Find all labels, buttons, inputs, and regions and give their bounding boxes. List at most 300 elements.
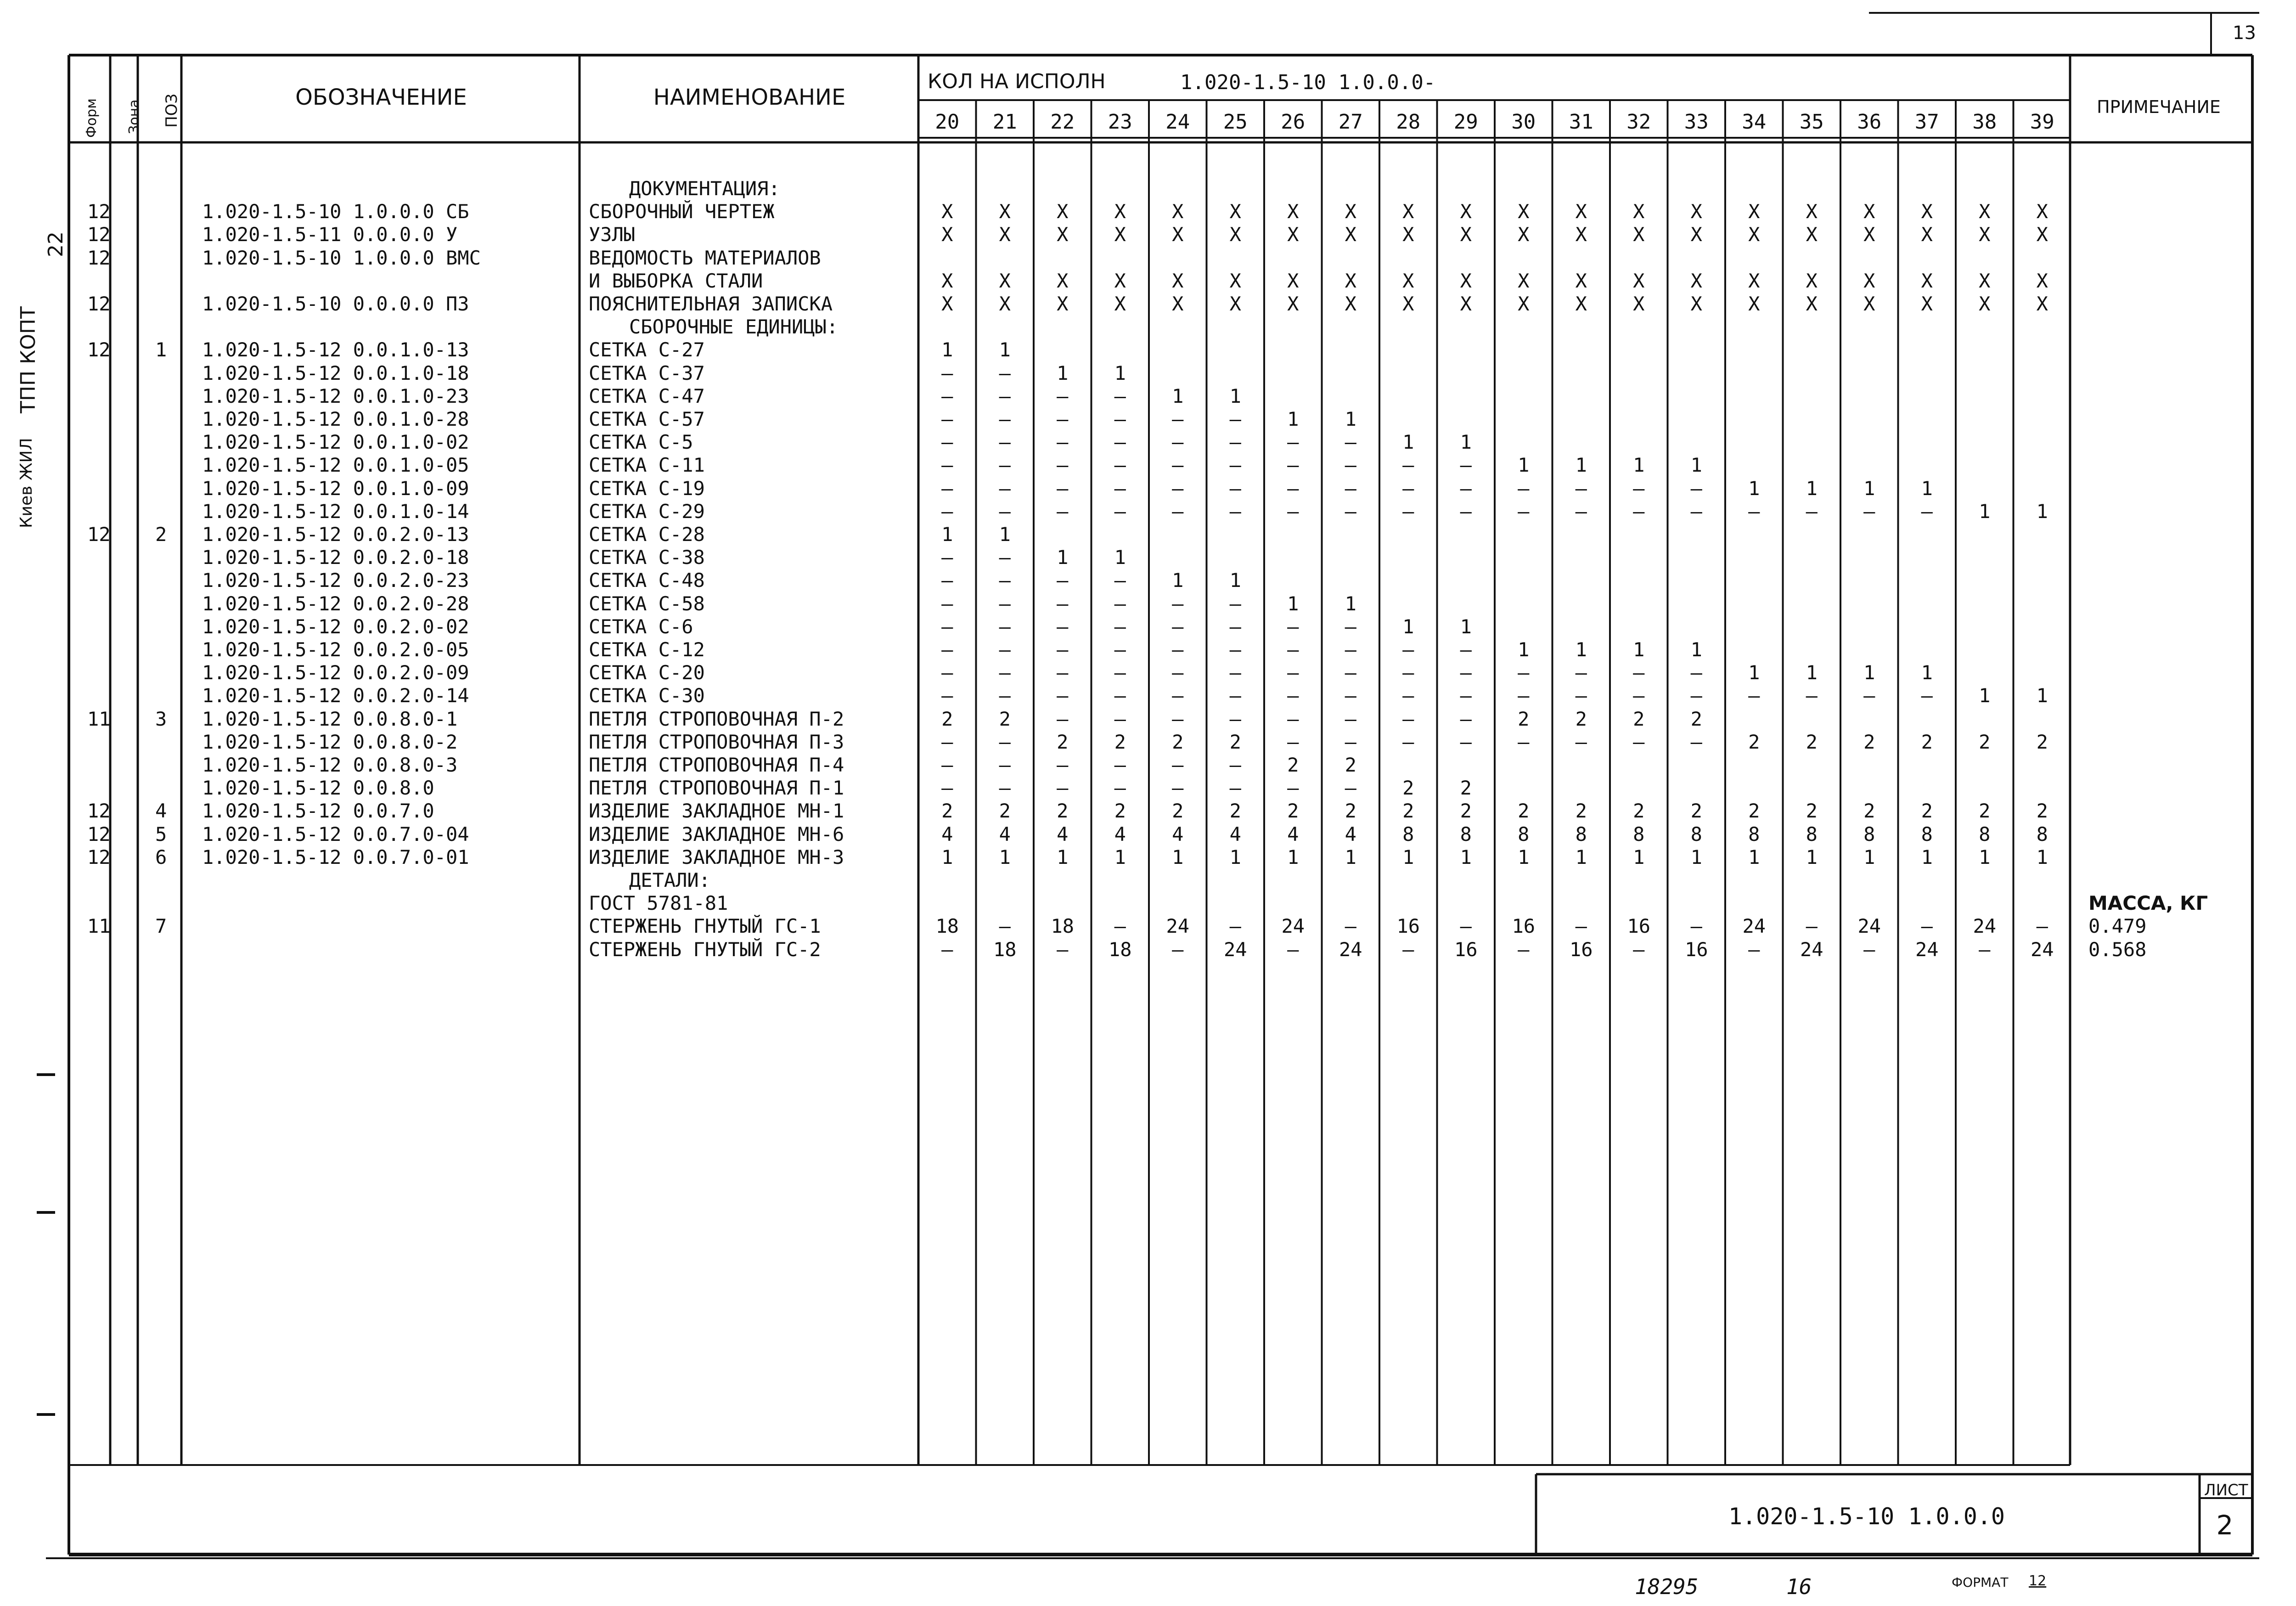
row-qty-cell: – bbox=[1229, 915, 1241, 938]
variant-number: 35 bbox=[1799, 110, 1824, 134]
row-qty-cell: – bbox=[1114, 661, 1126, 684]
row-qty-cell: – bbox=[1575, 477, 1587, 500]
row-qty-cell: X bbox=[941, 223, 953, 246]
footer-format-label: ФОРМАТ bbox=[1952, 1575, 2009, 1590]
row-name: ПЕТЛЯ СТРОПОВОЧНАЯ П-3 bbox=[589, 730, 844, 753]
row-qty-cell: X bbox=[1057, 200, 1069, 223]
row-qty-cell: – bbox=[1806, 684, 1818, 707]
row-name: ИЗДЕЛИЕ ЗАКЛАДНОЕ МН-3 bbox=[589, 845, 844, 868]
variant-number: 24 bbox=[1165, 110, 1190, 134]
row-qty-cell: – bbox=[1633, 477, 1645, 500]
row-qty-cell: – bbox=[1172, 638, 1184, 661]
row-qty-cell: 4 bbox=[1114, 823, 1126, 845]
row-qty-cell: 8 bbox=[1921, 823, 1933, 845]
row-qty-cell: 1 bbox=[1633, 845, 1645, 868]
row-qty-cell: 1 bbox=[1460, 845, 1472, 868]
row-designation: 1.020-1.5-12 0.0.2.0-18 bbox=[202, 546, 469, 569]
row-qty-cell: – bbox=[999, 569, 1011, 592]
row-qty-cell: – bbox=[999, 754, 1011, 776]
row-name: СЕТКА С-30 bbox=[589, 684, 705, 707]
row-qty-cell: 24 bbox=[1281, 915, 1305, 938]
row-designation: 1.020-1.5-12 0.0.1.0-28 bbox=[202, 408, 469, 430]
row-qty-cell: X bbox=[1979, 200, 1991, 223]
row-qty-cell: 24 bbox=[1742, 915, 1766, 938]
row-position: 7 bbox=[155, 915, 167, 938]
row-qty-cell: – bbox=[1057, 615, 1069, 638]
row-qty-cell: X bbox=[1229, 200, 1241, 223]
row-designation: 1.020-1.5-12 0.0.1.0-18 bbox=[202, 361, 469, 384]
row-designation: 1.020-1.5-12 0.0.1.0-23 bbox=[202, 384, 469, 407]
row-designation: 1.020-1.5-12 0.0.2.0-09 bbox=[202, 661, 469, 684]
row-qty-cell: – bbox=[941, 408, 953, 430]
row-qty-cell: – bbox=[1229, 500, 1241, 523]
row-qty-cell: 1 bbox=[1172, 569, 1184, 592]
row-name: СЕТКА С-48 bbox=[589, 569, 705, 592]
row-qty-cell: 2 bbox=[1921, 800, 1933, 823]
row-qty-cell: X bbox=[1345, 269, 1356, 292]
row-qty-cell: 1 bbox=[1114, 845, 1126, 868]
row-format: 12 bbox=[87, 338, 111, 361]
row-qty-cell: 1 bbox=[2036, 500, 2048, 523]
row-qty-cell: 2 bbox=[1806, 730, 1818, 753]
row-qty-cell: – bbox=[1172, 684, 1184, 707]
row-qty-cell: – bbox=[1921, 915, 1933, 938]
row-qty-cell: 1 bbox=[1575, 638, 1587, 661]
row-qty-cell: – bbox=[1345, 684, 1356, 707]
footer-copy-mark: 16 bbox=[1786, 1574, 1812, 1599]
row-name: ИЗДЕЛИЕ ЗАКЛАДНОЕ МН-6 bbox=[589, 823, 844, 845]
row-name: ПЕТЛЯ СТРОПОВОЧНАЯ П-4 bbox=[589, 754, 844, 776]
row-qty-cell: 1 bbox=[1863, 477, 1875, 500]
row-qty-cell: – bbox=[1114, 477, 1126, 500]
variant-number: 31 bbox=[1569, 110, 1593, 134]
row-qty-cell: – bbox=[1114, 638, 1126, 661]
title-sheet-label: ЛИСТ bbox=[2204, 1481, 2248, 1499]
row-qty-cell: 2 bbox=[1748, 800, 1760, 823]
row-qty-cell: – bbox=[941, 569, 953, 592]
row-qty-cell: – bbox=[1114, 592, 1126, 615]
row-qty-cell: – bbox=[941, 500, 953, 523]
row-qty-cell: 2 bbox=[1114, 800, 1126, 823]
row-designation: 1.020-1.5-12 0.0.8.0 bbox=[202, 777, 434, 800]
row-qty-cell: 24 bbox=[1223, 938, 1247, 961]
row-qty-cell: 2 bbox=[999, 800, 1011, 823]
row-qty-cell: 2 bbox=[1345, 800, 1356, 823]
row-qty-cell: 1 bbox=[1575, 454, 1587, 477]
row-qty-cell: – bbox=[1229, 431, 1241, 454]
row-qty-cell: X bbox=[1460, 223, 1472, 246]
row-qty-cell: X bbox=[1287, 293, 1299, 315]
row-qty-cell: – bbox=[1633, 500, 1645, 523]
row-qty-cell: – bbox=[999, 684, 1011, 707]
row-qty-cell: – bbox=[1172, 938, 1184, 961]
row-qty-cell: – bbox=[941, 477, 953, 500]
row-qty-cell: – bbox=[1172, 615, 1184, 638]
row-qty-cell: 1 bbox=[1921, 845, 1933, 868]
row-qty-cell: – bbox=[1402, 707, 1414, 730]
row-qty-cell: – bbox=[1345, 730, 1356, 753]
row-qty-cell: – bbox=[1690, 684, 1702, 707]
row-name: СЕТКА С-6 bbox=[589, 615, 693, 638]
row-qty-cell: – bbox=[1057, 408, 1069, 430]
row-qty-cell: – bbox=[1287, 730, 1299, 753]
row-name: СЕТКА С-28 bbox=[589, 523, 705, 546]
row-qty-cell: X bbox=[2036, 223, 2048, 246]
row-qty-cell: – bbox=[999, 477, 1011, 500]
row-qty-cell: 24 bbox=[1166, 915, 1190, 938]
row-qty-cell: – bbox=[1518, 938, 1530, 961]
row-qty-cell: – bbox=[999, 454, 1011, 477]
row-qty-cell: – bbox=[941, 546, 953, 569]
row-designation: 1.020-1.5-11 0.0.0.0 У bbox=[202, 223, 458, 246]
row-qty-cell: – bbox=[1345, 615, 1356, 638]
row-qty-cell: – bbox=[1057, 500, 1069, 523]
row-qty-cell: – bbox=[1748, 500, 1760, 523]
row-qty-cell: X bbox=[1172, 269, 1184, 292]
row-qty-cell: – bbox=[1690, 661, 1702, 684]
row-qty-cell: – bbox=[1690, 500, 1702, 523]
row-qty-cell: 24 bbox=[1973, 915, 1997, 938]
row-qty-cell: – bbox=[999, 638, 1011, 661]
side-stamp-city: Киев ЖИЛ bbox=[17, 438, 36, 528]
row-qty-cell: – bbox=[1057, 754, 1069, 776]
row-qty-cell: – bbox=[1633, 684, 1645, 707]
row-qty-cell: 24 bbox=[1800, 938, 1823, 961]
row-qty-cell: 18 bbox=[1108, 938, 1132, 961]
row-qty-cell: – bbox=[941, 938, 953, 961]
row-section-title: ДЕТАЛИ: bbox=[629, 869, 711, 891]
row-name: УЗЛЫ bbox=[589, 223, 636, 246]
row-qty-cell: – bbox=[941, 754, 953, 776]
row-qty-cell: – bbox=[1575, 684, 1587, 707]
row-designation: 1.020-1.5-12 0.0.2.0-13 bbox=[202, 523, 469, 546]
row-qty-cell: – bbox=[1402, 477, 1414, 500]
row-qty-cell: 1 bbox=[1575, 845, 1587, 868]
row-qty-cell: – bbox=[999, 661, 1011, 684]
row-qty-cell: 2 bbox=[1057, 730, 1069, 753]
row-qty-cell: – bbox=[1057, 661, 1069, 684]
row-format: 11 bbox=[87, 915, 111, 938]
row-qty-cell: X bbox=[1057, 223, 1069, 246]
row-qty-cell: – bbox=[1518, 730, 1530, 753]
row-qty-cell: – bbox=[1057, 938, 1069, 961]
row-qty-cell: 1 bbox=[941, 523, 953, 546]
row-qty-cell: 4 bbox=[1287, 823, 1299, 845]
row-qty-cell: X bbox=[1345, 293, 1356, 315]
row-qty-cell: 2 bbox=[1229, 730, 1241, 753]
row-qty-cell: X bbox=[1114, 269, 1126, 292]
row-qty-cell: 2 bbox=[941, 800, 953, 823]
row-qty-cell: – bbox=[1229, 638, 1241, 661]
row-qty-cell: – bbox=[999, 730, 1011, 753]
row-qty-cell: – bbox=[1287, 707, 1299, 730]
row-qty-cell: X bbox=[1460, 200, 1472, 223]
row-qty-cell: 2 bbox=[1921, 730, 1933, 753]
row-qty-cell: – bbox=[1345, 661, 1356, 684]
row-qty-cell: 1 bbox=[2036, 845, 2048, 868]
row-qty-cell: – bbox=[1057, 384, 1069, 407]
row-qty-cell: – bbox=[1633, 938, 1645, 961]
row-qty-cell: 1 bbox=[1633, 638, 1645, 661]
row-qty-cell: 8 bbox=[2036, 823, 2048, 845]
row-qty-cell: X bbox=[1575, 269, 1587, 292]
row-note: 0.568 bbox=[2088, 938, 2147, 961]
row-qty-cell: X bbox=[1229, 293, 1241, 315]
row-qty-cell: 1 bbox=[1690, 845, 1702, 868]
row-qty-cell: 1 bbox=[941, 338, 953, 361]
row-qty-cell: X bbox=[1345, 223, 1356, 246]
row-qty-cell: – bbox=[1979, 938, 1991, 961]
row-qty-cell: – bbox=[1114, 777, 1126, 800]
row-qty-cell: 24 bbox=[1857, 915, 1881, 938]
row-qty-cell: X bbox=[1806, 200, 1818, 223]
row-qty-cell: – bbox=[1229, 754, 1241, 776]
row-designation: 1.020-1.5-12 0.0.2.0-02 bbox=[202, 615, 469, 638]
row-qty-cell: – bbox=[1229, 454, 1241, 477]
row-qty-cell: – bbox=[1460, 500, 1472, 523]
row-name: СЕТКА С-19 bbox=[589, 477, 705, 500]
row-qty-cell: – bbox=[1114, 707, 1126, 730]
row-qty-cell: – bbox=[999, 431, 1011, 454]
row-qty-cell: X bbox=[1114, 223, 1126, 246]
variant-number: 30 bbox=[1511, 110, 1536, 134]
row-qty-cell: 1 bbox=[1172, 384, 1184, 407]
row-qty-cell: 1 bbox=[1345, 592, 1356, 615]
row-qty-cell: – bbox=[1287, 684, 1299, 707]
row-qty-cell: 2 bbox=[1575, 707, 1587, 730]
row-qty-cell: 1 bbox=[1287, 592, 1299, 615]
row-qty-cell: 2 bbox=[941, 707, 953, 730]
row-qty-cell: – bbox=[1518, 661, 1530, 684]
row-qty-cell: – bbox=[1518, 684, 1530, 707]
row-qty-cell: X bbox=[1863, 269, 1875, 292]
row-qty-cell: X bbox=[1229, 223, 1241, 246]
row-qty-cell: X bbox=[999, 223, 1011, 246]
row-qty-cell: X bbox=[1748, 269, 1760, 292]
row-qty-cell: 1 bbox=[1057, 546, 1069, 569]
variant-number: 29 bbox=[1453, 110, 1478, 134]
row-qty-cell: – bbox=[941, 730, 953, 753]
row-qty-cell: X bbox=[1575, 293, 1587, 315]
row-qty-cell: 4 bbox=[1172, 823, 1184, 845]
row-qty-cell: X bbox=[1460, 293, 1472, 315]
variant-number: 33 bbox=[1684, 110, 1709, 134]
row-qty-cell: 1 bbox=[1402, 615, 1414, 638]
row-qty-cell: 1 bbox=[1690, 454, 1702, 477]
row-qty-cell: – bbox=[1345, 431, 1356, 454]
row-designation: 1.020-1.5-12 0.0.1.0-09 bbox=[202, 477, 469, 500]
row-qty-cell: 1 bbox=[1979, 500, 1991, 523]
row-qty-cell: 8 bbox=[1633, 823, 1645, 845]
row-designation: 1.020-1.5-10 1.0.0.0 ВМС bbox=[202, 246, 481, 269]
row-qty-cell: X bbox=[1229, 269, 1241, 292]
row-qty-cell: – bbox=[1114, 684, 1126, 707]
row-qty-cell: 2 bbox=[1460, 777, 1472, 800]
row-qty-cell: – bbox=[1575, 661, 1587, 684]
row-qty-cell: – bbox=[941, 431, 953, 454]
row-name: СТЕРЖЕНЬ ГНУТЫЙ ГС-2 bbox=[589, 938, 821, 961]
side-stamp-initials: 22 bbox=[44, 231, 68, 257]
row-qty-cell: X bbox=[1863, 200, 1875, 223]
row-qty-cell: 2 bbox=[1287, 800, 1299, 823]
variant-number: 27 bbox=[1338, 110, 1363, 134]
row-qty-cell: X bbox=[1690, 269, 1702, 292]
row-name: И ВЫБОРКА СТАЛИ bbox=[589, 269, 763, 292]
row-format: 12 bbox=[87, 823, 111, 845]
row-qty-cell: 1 bbox=[1806, 477, 1818, 500]
row-qty-cell: X bbox=[1402, 293, 1414, 315]
row-qty-cell: 24 bbox=[1339, 938, 1362, 961]
row-qty-cell: – bbox=[999, 592, 1011, 615]
row-qty-cell: 1 bbox=[1518, 638, 1530, 661]
row-qty-cell: – bbox=[1345, 500, 1356, 523]
row-designation: 1.020-1.5-10 1.0.0.0 СБ bbox=[202, 200, 469, 223]
row-qty-cell: – bbox=[1345, 777, 1356, 800]
row-qty-cell: – bbox=[1172, 500, 1184, 523]
row-qty-cell: 1 bbox=[1806, 661, 1818, 684]
row-qty-cell: – bbox=[1345, 477, 1356, 500]
row-designation: 1.020-1.5-12 0.0.7.0-01 bbox=[202, 845, 469, 868]
row-format: 12 bbox=[87, 845, 111, 868]
row-qty-cell: X bbox=[999, 269, 1011, 292]
row-qty-cell: – bbox=[1402, 638, 1414, 661]
row-qty-cell: – bbox=[1114, 915, 1126, 938]
row-qty-cell: – bbox=[1287, 638, 1299, 661]
header-designation: ОБОЗНАЧЕНИЕ bbox=[295, 85, 467, 110]
row-qty-cell: X bbox=[1921, 200, 1933, 223]
header-zone: Зона bbox=[126, 99, 142, 134]
row-qty-cell: X bbox=[1518, 269, 1530, 292]
row-designation: 1.020-1.5-12 0.0.8.0-2 bbox=[202, 730, 458, 753]
row-qty-cell: 1 bbox=[1748, 845, 1760, 868]
row-qty-cell: 2 bbox=[1402, 777, 1414, 800]
row-format: 12 bbox=[87, 200, 111, 223]
variant-number: 39 bbox=[2030, 110, 2054, 134]
row-qty-cell: X bbox=[1287, 269, 1299, 292]
row-designation: 1.020-1.5-12 0.0.2.0-05 bbox=[202, 638, 469, 661]
row-qty-cell: 1 bbox=[1460, 615, 1472, 638]
row-qty-cell: – bbox=[2036, 915, 2048, 938]
row-qty-cell: X bbox=[1690, 293, 1702, 315]
row-qty-cell: X bbox=[1057, 293, 1069, 315]
row-qty-cell: – bbox=[1057, 684, 1069, 707]
row-qty-cell: – bbox=[1114, 569, 1126, 592]
row-qty-cell: – bbox=[1575, 730, 1587, 753]
row-qty-cell: – bbox=[1114, 431, 1126, 454]
row-qty-cell: – bbox=[1172, 661, 1184, 684]
row-qty-cell: 8 bbox=[1518, 823, 1530, 845]
row-qty-cell: – bbox=[1287, 777, 1299, 800]
row-qty-cell: – bbox=[1748, 684, 1760, 707]
row-qty-cell: 2 bbox=[1172, 800, 1184, 823]
row-qty-cell: 1 bbox=[1863, 661, 1875, 684]
row-qty-cell: – bbox=[1229, 707, 1241, 730]
row-qty-cell: 8 bbox=[1575, 823, 1587, 845]
row-qty-cell: 2 bbox=[1690, 707, 1702, 730]
row-qty-cell: – bbox=[1114, 454, 1126, 477]
row-qty-cell: X bbox=[1863, 223, 1875, 246]
row-qty-cell: 16 bbox=[1396, 915, 1420, 938]
row-qty-cell: X bbox=[1748, 293, 1760, 315]
row-qty-cell: X bbox=[1575, 223, 1587, 246]
row-qty-cell: – bbox=[1460, 730, 1472, 753]
row-qty-cell: X bbox=[1633, 269, 1645, 292]
row-qty-cell: – bbox=[1172, 777, 1184, 800]
row-qty-cell: – bbox=[1633, 730, 1645, 753]
row-qty-cell: 1 bbox=[1229, 845, 1241, 868]
row-qty-cell: – bbox=[1057, 592, 1069, 615]
variant-number: 22 bbox=[1050, 110, 1075, 134]
row-qty-cell: – bbox=[1057, 777, 1069, 800]
variant-number: 34 bbox=[1742, 110, 1767, 134]
row-qty-cell: 2 bbox=[1633, 800, 1645, 823]
row-qty-cell: X bbox=[2036, 200, 2048, 223]
row-qty-cell: X bbox=[1979, 269, 1991, 292]
row-format: 12 bbox=[87, 223, 111, 246]
row-qty-cell: – bbox=[1057, 454, 1069, 477]
row-qty-cell: X bbox=[1460, 269, 1472, 292]
row-qty-cell: X bbox=[1979, 293, 1991, 315]
row-qty-cell: – bbox=[1402, 661, 1414, 684]
row-qty-cell: 1 bbox=[1633, 454, 1645, 477]
row-qty-cell: 1 bbox=[1518, 845, 1530, 868]
footer-format-value: 12 bbox=[2029, 1573, 2047, 1589]
row-qty-cell: X bbox=[1057, 269, 1069, 292]
row-qty-cell: 2 bbox=[1863, 730, 1875, 753]
row-qty-cell: X bbox=[1921, 293, 1933, 315]
row-qty-cell: 1 bbox=[1172, 845, 1184, 868]
row-qty-cell: 24 bbox=[1915, 938, 1939, 961]
row-qty-cell: 1 bbox=[1345, 408, 1356, 430]
row-qty-cell: 1 bbox=[1057, 361, 1069, 384]
row-qty-cell: 1 bbox=[1460, 431, 1472, 454]
row-qty-cell: 8 bbox=[1402, 823, 1414, 845]
row-qty-cell: 1 bbox=[1921, 477, 1933, 500]
row-qty-cell: – bbox=[1402, 938, 1414, 961]
row-qty-cell: – bbox=[1460, 638, 1472, 661]
row-qty-cell: 2 bbox=[2036, 800, 2048, 823]
row-qty-cell: X bbox=[1575, 200, 1587, 223]
row-qty-cell: – bbox=[1287, 454, 1299, 477]
row-qty-cell: 2 bbox=[1460, 800, 1472, 823]
row-qty-cell: 1 bbox=[1114, 546, 1126, 569]
row-qty-cell: X bbox=[1287, 200, 1299, 223]
row-qty-cell: – bbox=[1229, 477, 1241, 500]
row-qty-cell: 2 bbox=[1979, 730, 1991, 753]
row-qty-cell: – bbox=[999, 615, 1011, 638]
row-qty-cell: 1 bbox=[1287, 408, 1299, 430]
row-qty-cell: – bbox=[1229, 592, 1241, 615]
row-qty-cell: 1 bbox=[999, 338, 1011, 361]
row-qty-cell: – bbox=[1460, 661, 1472, 684]
row-qty-cell: 1 bbox=[1518, 454, 1530, 477]
row-qty-cell: X bbox=[1287, 223, 1299, 246]
row-qty-cell: – bbox=[1057, 707, 1069, 730]
variant-number: 20 bbox=[935, 110, 960, 134]
row-qty-cell: – bbox=[1172, 477, 1184, 500]
row-qty-cell: X bbox=[999, 200, 1011, 223]
footer-inv-number: 18295 bbox=[1635, 1574, 1699, 1599]
row-qty-cell: 8 bbox=[1806, 823, 1818, 845]
row-qty-cell: 1 bbox=[2036, 684, 2048, 707]
row-qty-cell: – bbox=[941, 384, 953, 407]
row-qty-cell: – bbox=[941, 454, 953, 477]
row-qty-cell: X bbox=[1748, 223, 1760, 246]
row-qty-cell: – bbox=[1402, 500, 1414, 523]
row-qty-cell: 2 bbox=[1979, 800, 1991, 823]
row-format: 12 bbox=[87, 523, 111, 546]
row-qty-cell: 2 bbox=[1518, 707, 1530, 730]
